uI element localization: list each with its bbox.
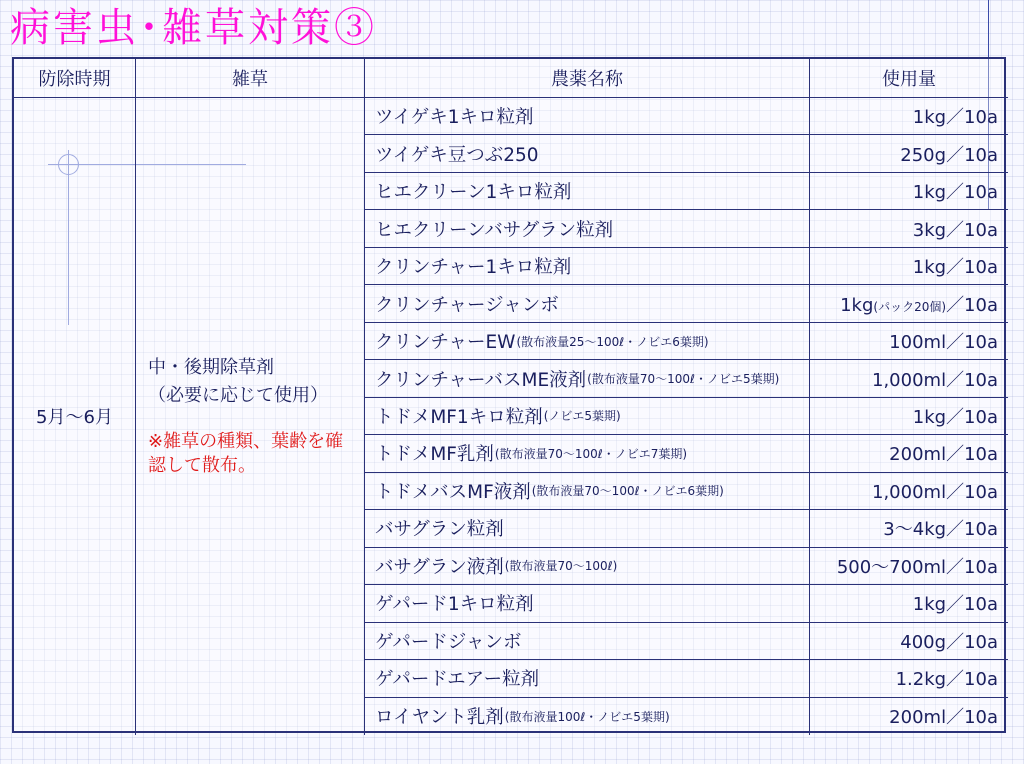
pesticide-note: (散布液量100ℓ・ノビエ5葉期): [504, 709, 670, 724]
pesticide-note: (ノビエ5葉期): [543, 409, 621, 424]
pesticide-name-cell: [365, 473, 810, 510]
pesticide-name: クリンチャージャンボ: [375, 294, 559, 316]
pesticide-name: ツイゲキ豆つぶ250: [375, 144, 539, 166]
pesticide-name-cell: [365, 623, 810, 660]
header-amount: 使用量: [810, 59, 1008, 98]
amount-value: 3kg／10a: [912, 219, 998, 241]
pesticide-name-cell: [365, 510, 810, 547]
amount-cell: [810, 698, 1008, 735]
amount-cell: [810, 548, 1008, 585]
pesticide-name-cell: [365, 173, 810, 210]
amount-value: 1kg／10a: [912, 182, 998, 204]
pesticide-note: (散布液量70～100ℓ・ノビエ6葉期): [531, 484, 724, 499]
pesticide-name: バサグラン液剤: [375, 556, 504, 578]
pesticide-name-cell: [365, 548, 810, 585]
pesticide-name: クリンチャー1キロ粒剤: [375, 257, 572, 279]
period-text: 5月～6月: [36, 407, 113, 429]
pesticide-name-cell: [365, 323, 810, 360]
pesticide-name: クリンチャーEW: [375, 332, 516, 354]
amount-cell: [810, 398, 1008, 435]
pesticide-name: バサグラン粒剤: [375, 519, 504, 541]
amount-cell: [810, 285, 1008, 322]
amount-cell: [810, 323, 1008, 360]
pesticide-name: ゲパードエアー粒剤: [375, 669, 540, 691]
amount-cell: [810, 660, 1008, 697]
amount-value: 500～700ml／10a: [836, 556, 998, 578]
pesticide-name-cell: [365, 210, 810, 247]
amount-cell: [810, 135, 1008, 172]
amount-value: 1.2kg／10a: [895, 669, 998, 691]
pesticide-name-cell: [365, 360, 810, 397]
pesticide-note: (散布液量70～100ℓ): [504, 559, 618, 574]
pesticide-name: トドメMF1キロ粒剤: [375, 406, 543, 428]
amount-cell: [810, 510, 1008, 547]
pesticide-table: [12, 57, 1006, 733]
pesticide-name-cell: [365, 585, 810, 622]
amount-value: 1kg／10a: [912, 594, 998, 616]
amount-value: 1kg／10a: [912, 107, 998, 129]
pesticide-name: ツイゲキ1キロ粒剤: [375, 107, 534, 129]
pesticide-note: (散布液量70～100ℓ・ノビエ7葉期): [494, 446, 688, 461]
pesticide-name-cell: [365, 285, 810, 322]
weed-cell: [136, 98, 365, 735]
pesticide-name-cell: [365, 398, 810, 435]
header-weed: 雑草: [136, 59, 365, 98]
amount-value: 1kg(パック20個)／10a: [840, 294, 998, 316]
amount-value: 400g／10a: [900, 631, 998, 653]
weed-usage-note: （必要に応じて使用）: [148, 385, 328, 407]
amount-value: 1,000ml／10a: [872, 369, 998, 391]
amount-value: 1kg／10a: [912, 257, 998, 279]
amount-value: 1kg／10a: [912, 406, 998, 428]
amount-cell: [810, 173, 1008, 210]
header-period: 防除時期: [14, 59, 136, 98]
header-pesticide-name: 農薬名称: [365, 59, 810, 98]
pesticide-name: トドメMF乳剤: [375, 444, 494, 466]
pesticide-name-cell: [365, 248, 810, 285]
amount-value: 1,000ml／10a: [872, 481, 998, 503]
amount-cell: [810, 473, 1008, 510]
weed-warning-note: ※雑草の種類、葉齢を確認して散布。: [148, 431, 344, 477]
amount-value: 250g／10a: [900, 144, 998, 166]
period-cell: [14, 98, 136, 735]
pesticide-name-cell: [365, 660, 810, 697]
pesticide-name: ゲパードジャンボ: [375, 631, 522, 653]
pesticide-note: (散布液量70～100ℓ・ノビエ5葉期): [587, 372, 780, 387]
amount-cell: [810, 623, 1008, 660]
amount-cell: [810, 98, 1008, 135]
amount-value: 100ml／10a: [889, 332, 998, 354]
page-title: 病害虫･雑草対策③: [10, 5, 377, 51]
pesticide-name: ゲパード1キロ粒剤: [375, 594, 534, 616]
amount-value: 200ml／10a: [889, 444, 998, 466]
weed-type: 中・後期除草剤: [148, 357, 274, 379]
pesticide-name: クリンチャーバスME液剤: [375, 369, 587, 391]
amount-cell: [810, 248, 1008, 285]
amount-cell: [810, 435, 1008, 472]
pesticide-name: ロイヤント乳剤: [375, 707, 504, 729]
pesticide-name-cell: [365, 435, 810, 472]
amount-cell: [810, 210, 1008, 247]
amount-cell: [810, 360, 1008, 397]
pesticide-note: (散布液量25～100ℓ・ノビエ6葉期): [516, 334, 709, 349]
amount-value: 200ml／10a: [889, 707, 998, 729]
pesticide-name: トドメバスMF液剤: [375, 481, 531, 503]
amount-value: 3～4kg／10a: [883, 519, 998, 541]
pesticide-name-cell: [365, 698, 810, 735]
pesticide-name: ヒエクリーンバサグラン粒剤: [375, 219, 614, 241]
pesticide-name: ヒエクリーン1キロ粒剤: [375, 182, 572, 204]
amount-cell: [810, 585, 1008, 622]
pesticide-name-cell: [365, 135, 810, 172]
pesticide-name-cell: [365, 98, 810, 135]
